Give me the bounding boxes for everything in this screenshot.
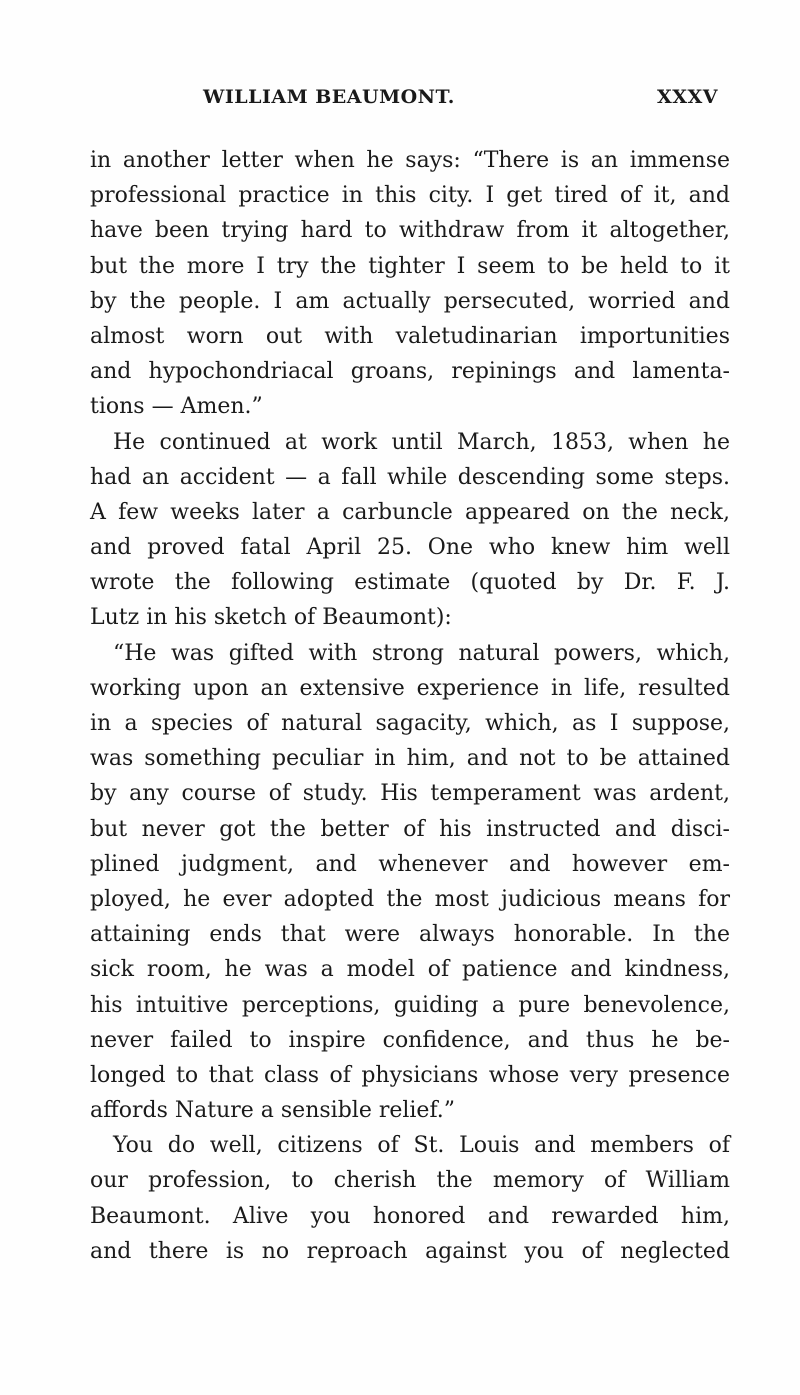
text-line: “He was gifted with strong natural powers, which,	[113, 640, 730, 666]
text-line: was something peculiar in him, and not to be attained	[90, 746, 730, 772]
page-number: XXXV	[657, 86, 718, 108]
text-line: have been trying hard to withdraw from it altogether,	[90, 218, 730, 244]
text-line: never failed to inspire confidence, and thus he be-	[90, 1027, 730, 1053]
text-line: almost worn out with valetudinarian importunities	[90, 323, 730, 349]
running-title: WILLIAM BEAUMONT.	[203, 86, 455, 108]
text-line: working upon an extensive experience in life, resulted	[90, 675, 730, 701]
text-line: but never got the better of his instructed and disci-	[90, 816, 730, 842]
text-line: sick room, he was a model of patience and kindness,	[90, 957, 730, 983]
text-line: A few weeks later a carbuncle appeared on the neck,	[90, 499, 730, 525]
text-line: but the more I try the tighter I seem to be held to it	[90, 253, 730, 279]
text-line: plined judgment, and whenever and however em-	[90, 851, 730, 877]
text-line: professional practice in this city. I get tired of it, and	[90, 183, 730, 209]
text-line: Lutz in his sketch of Beaumont):	[90, 605, 452, 631]
text-line: in another letter when he says: “There is an immense	[90, 148, 730, 173]
text-line: and hypochondriacal groans, repinings and lamenta-	[90, 359, 730, 385]
text-line: by the people. I am actually persecuted, worried and	[90, 288, 730, 314]
text-line: Beaumont. Alive you honored and rewarded him,	[90, 1203, 730, 1229]
body-text	[90, 143, 730, 1269]
text-line: our profession, to cherish the memory of William	[90, 1168, 730, 1194]
text-line: affords Nature a sensible relief.”	[90, 1098, 456, 1124]
text-line: wrote the following estimate (quoted by Dr. F. J.	[90, 570, 730, 596]
text-line: his intuitive perceptions, guiding a pure benevolence,	[90, 992, 730, 1018]
running-header	[148, 86, 718, 116]
text-line: had an accident — a fall while descending some steps.	[90, 464, 730, 490]
text-line: and there is no reproach against you of neglected	[90, 1238, 730, 1264]
text-line: by any course of study. His temperament was ardent,	[90, 781, 730, 807]
text-line: ployed, he ever adopted the most judicious means for	[90, 886, 730, 912]
text-line: attaining ends that were always honorable. In the	[90, 922, 730, 948]
text-line: tions — Amen.”	[90, 394, 263, 420]
text-line: He continued at work until March, 1853, when he	[113, 429, 730, 455]
text-line: longed to that class of physicians whose very presence	[90, 1062, 730, 1088]
text-line: and proved fatal April 25. One who knew him well	[90, 535, 730, 561]
text-line: You do well, citizens of St. Louis and members of	[113, 1133, 730, 1159]
text-line: in a species of natural sagacity, which, as I suppose,	[90, 711, 730, 736]
